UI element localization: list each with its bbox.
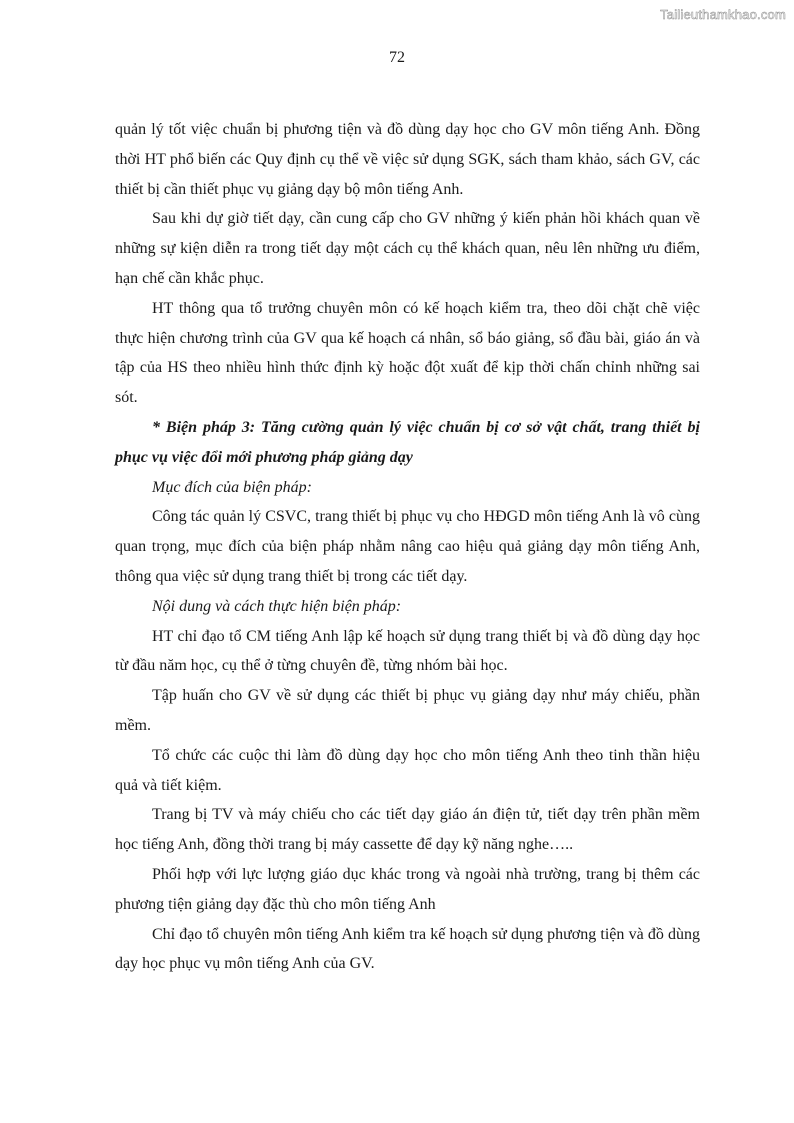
document-body [115,115,700,979]
section-heading-measure-3: * Biện pháp 3: Tăng cường quản lý việc chuẩn bị cơ sở vật chất, trang thiết bị phục vụ việc đổi mới phương pháp giảng dạy [115,418,700,466]
paragraph-training: Tập huấn cho GV về sử dụng các thiết bị phục vụ giảng dạy như máy chiếu, phần mềm. [115,687,700,734]
paragraph-equipment: Trang bị TV và máy chiếu cho các tiết dạy giáo án điện tử, tiết dạy trên phần mềm học tiếng Anh, đồng thời trang bị máy cassette để dạy kỹ năng nghe….. [115,806,700,854]
subheading-purpose: Mục đích của biện pháp: [152,478,312,496]
paragraph-contest: Tổ chức các cuộc thi làm đồ dùng dạy học cho môn tiếng Anh theo tinh thần hiệu quả và tiết kiệm. [115,746,700,794]
watermark: Tailieuthamkhao.com [660,7,786,22]
page-number: 72 [389,49,405,66]
paragraph-continuation: quản lý tốt việc chuẩn bị phương tiện và đồ dùng dạy học cho GV môn tiếng Anh. Đồng thời HT phổ biến các Quy định cụ thể về việc sử dụng SGK, sách tham khảo, sách GV, các thiết bị cần thiết phục vụ giảng dạy bộ môn tiếng Anh. [115,121,700,198]
paragraph-feedback: Sau khi dự giờ tiết dạy, cần cung cấp cho GV những ý kiến phản hồi khách quan về những sự kiện diễn ra trong tiết dạy một cách cụ thể khách quan, nêu lên những ưu điểm, hạn chế cần khắc phục. [115,210,700,287]
paragraph-purpose: Công tác quản lý CSVC, trang thiết bị phục vụ cho HĐGD môn tiếng Anh là vô cùng quan trọng, mục đích của biện pháp nhằm nâng cao hiệu quả giảng dạy môn tiếng Anh, thông qua việc sử dụng trang thiết bị trong các tiết dạy. [115,508,700,585]
paragraph-directive: Chỉ đạo tổ chuyên môn tiếng Anh kiểm tra kế hoạch sử dụng phương tiện và đồ dùng dạy học phục vụ môn tiếng Anh của GV. [115,925,700,973]
paragraph-inspection: HT thông qua tổ trưởng chuyên môn có kế hoạch kiểm tra, theo dõi chặt chẽ việc thực hiện chương trình của GV qua kế hoạch cá nhân, sổ báo giảng, sổ đầu bài, giáo án và tập của HS theo nhiều hình thức định kỳ hoặc đột xuất để kịp thời chấn chỉnh những sai sót. [115,299,700,407]
paragraph-cooperation: Phối hợp với lực lượng giáo dục khác trong và ngoài nhà trường, trang bị thêm các phương tiện giảng dạy đặc thù cho môn tiếng Anh [115,865,700,913]
subheading-content-method: Nội dung và cách thực hiện biện pháp: [152,597,402,615]
paragraph-plan: HT chỉ đạo tổ CM tiếng Anh lập kế hoạch sử dụng trang thiết bị và đồ dùng dạy học từ đầu năm học, cụ thể ở từng chuyên đề, từng nhóm bài học. [115,627,700,675]
